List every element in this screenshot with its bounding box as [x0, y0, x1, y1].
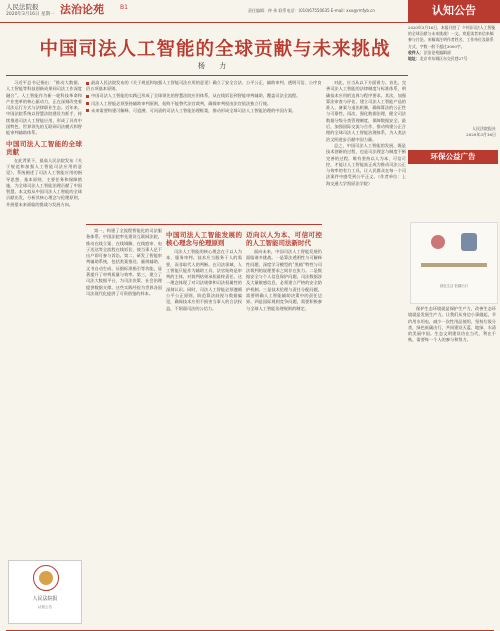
paragraph: 习近平总书记指出：“推动大数据、人工智能等科技创新成果同司法工作深度融合”。人工智能作为新一轮科技革命和产业变革的核心驱动力，正在深刻改变着司法运行方式与法律职业生态。近年来，中国法院系统以智慧法院建设为抓手，持续推进司法人工智能应用，形成了具有中国特色、世界领先的互联网司法模式和智能审判辅助体系。: [6, 80, 82, 136]
notice-signature: [408, 126, 496, 138]
ad-section-title: 环保公益广告: [408, 150, 498, 164]
ad-text: [408, 306, 496, 620]
paragraph: 司法人工智能的核心理念在于以人为本、服务审判。技术应当服务于人的需要，而非取代人的判断。在司法领域，人工智能只能作为辅助工具，法官始终是审判的主体，对裁判结果承担最终责任。这一理念体现了对司法规律和司法权属性的深刻认识。同时，司法人工智能必须遵循公平公正原则，防范算法歧视与数据偏见，确保技术应用不损害当事人的合法权益，不削弱司法的公信力。: [166, 249, 242, 311]
article-column-4: [246, 228, 322, 620]
bullet-square-icon: [86, 102, 89, 105]
summary-text: 未来需要构建可解释、可追溯、可问责的司法人工智能治理框架，推动形成全球司法人工智能治理的中国方案。: [91, 107, 297, 113]
summary-item: [86, 108, 322, 114]
signature-date: 2020年3月16日: [466, 132, 496, 137]
summary-item: [86, 101, 322, 107]
emblem-center: [39, 571, 53, 585]
section-title: 法治论苑: [60, 3, 104, 16]
address-label: 地址：: [408, 56, 420, 62]
section-number: B1: [120, 4, 128, 11]
person-icon: [431, 235, 445, 249]
paragraph: 第一，构建了全流程智能化的司法服务体系。中国法院率先建设互联网法院，推动在线立案、在线调解、在线庭审、电子送达等全流程在线诉讼，使当事人足不出户即可参与诉讼。第二，研发了智能审判辅助系统，包括类案推送、量刑辅助、文书自动生成、证据标准指引等功能，显著提升了审判质量与效率。第三，建立了司法大数据平台，为司法决策、社会治理提供数据支撑。这些实践经验为世界各国司法现代化提供了可资借鉴的样本。: [86, 228, 162, 296]
paragraph: 对此，应当从以下方面着力。首先，完善司法人工智能的法律制度与标准体系，明确技术应用的边界与程序要求。其次，加强算法审查与评估，建立司法人工智能产品的准入、备案与退出机制，确保算法的公正性与可靠性。再次，强化数据治理，健全司法数据分级分类管理制度，保障数据安全。最后，加强国际交流与合作，推动构建公正合理的全球司法人工智能治理体系，为人类法治文明进步贡献中国力量。: [326, 80, 406, 142]
article-title: 中国司法人工智能的全球贡献与未来挑战: [39, 39, 391, 60]
signature-org: 人民法院报社: [472, 126, 496, 131]
ad-illustration: [410, 222, 498, 304]
section-heading-3: 迈向以人为本、可信可控的人工智能司法新时代: [246, 231, 322, 247]
editor-meta: 责任编辑：仲 伟 联系电话：(010)67550635 E-mail: xxx@rmfyb.cn: [248, 8, 375, 13]
summary-box: [86, 80, 322, 222]
notice-text: 2020年3月16日，本报刊登了《中国司法人工智能的全球贡献与未来挑战》一文。欢迎读者来信来稿参与讨论。来稿请注明作者姓名、工作单位及联系方式，字数一般不超过3000字。: [408, 25, 496, 49]
section-heading-2: 中国司法人工智能发展的核心理念与伦理原则: [166, 231, 242, 247]
article-column-2: [86, 228, 162, 620]
notice-address: [408, 56, 496, 62]
bullet-square-icon: [86, 95, 89, 98]
article-column-5: [326, 80, 406, 620]
recipient-value: 法治论苑编辑部: [423, 49, 451, 55]
paragraph: 面向未来，中国司法人工智能发展仍面临诸多挑战。一是算法透明性与可解释性问题，深度学习模型的“黑箱”特性与司法裁判的说理要求之间存在张力。二是数据安全与个人信息保护问题，司法数据涉及大量敏感信息，必须建立严格的安全防护机制。三是技术伦理与责任分配问题，需要明确人工智能辅助决策中的责任边界。四是国际规则竞争问题，需要积极参与全球人工智能治理规则的制定。: [246, 249, 322, 311]
recipient-label: 收件人：: [408, 49, 424, 55]
paragraph: 保护生态环境就是保护生产力，改善生态环境就是发展生产力。让我们从身边小事做起，节约用水用电，减少一次性用品使用，坚持垃圾分类，绿色低碳出行，共同建设天蓝、地绿、水清的美丽中国。生态文明建设功在当代、利在千秋，需要每一个人的参与和努力。: [408, 306, 496, 343]
notice-box: [408, 25, 496, 125]
address-value: 北京市东城区东交民巷27号: [419, 56, 468, 62]
article-column-3: [166, 228, 242, 620]
court-emblem-icon: [33, 565, 59, 591]
desk-shape: [421, 263, 487, 267]
newspaper-logo-block: [8, 560, 82, 624]
paper-logo: 人民法院报: [6, 3, 39, 11]
article-byline: 杨 力: [197, 62, 233, 70]
summary-divider: [86, 224, 322, 225]
summary-item: [86, 80, 322, 92]
logo-subcaption: 认知公告: [38, 605, 52, 609]
robot-icon: [461, 233, 477, 251]
ad-caption: 绿色生活 低碳出行: [439, 284, 469, 288]
paragraph: 总之，中国司法人工智能的发展，既是技术创新的过程，也是司法理念与制度不断完善的过程。唯有坚持以人为本、可信可控，才能让人工智能真正成为推动司法公正与效率的有力工具，让人民群众在每一个司法案件中感受到公平正义。（作者单位：上海交通大学凯原法学院）: [326, 142, 406, 186]
issue-date: 2020年3月16日 星期一: [6, 12, 55, 17]
right-panel-title: 认知公告: [408, 0, 500, 22]
summary-item: [86, 93, 322, 99]
summary-text: 最高人民法院发布的《关于规范和加强人工智能司法应用的意见》确立了安全合法、公平公正、辅助审判、透明可信、公序良俗五项基本原则。: [86, 80, 322, 92]
section-heading-1: 中国司法人工智能的全球贡献: [6, 139, 82, 156]
bullet-square-icon: [86, 109, 89, 112]
logo-caption: 人民法院报: [32, 596, 58, 602]
article-column-1: [6, 80, 82, 532]
title-rule: [6, 75, 408, 76]
bullet-square-icon: [86, 82, 89, 85]
summary-text: 司法人工智能必须坚持辅助审判原则，始终不能替代法官裁判，确保审判权由法官依法独立行使。: [91, 100, 272, 106]
paragraph: 在此背景下，最高人民法院发布《关于规范和加强人工智能司法应用的意见》，系统阐述了司法人工智能应用的指导思想、基本原则、主要任务和保障措施，为全球司法人工智能治理贡献了中国智慧。本文拟从中国司法人工智能的全球贡献出发，分析其核心理念与伦理原则，并展望未来面临的挑战与发展方向。: [6, 157, 82, 207]
summary-text: 中国司法人工智能的实践已形成了全球领先的智慧法院应用体系，从在线诉讼到智能审判辅助，覆盖司法全流程。: [91, 93, 301, 99]
